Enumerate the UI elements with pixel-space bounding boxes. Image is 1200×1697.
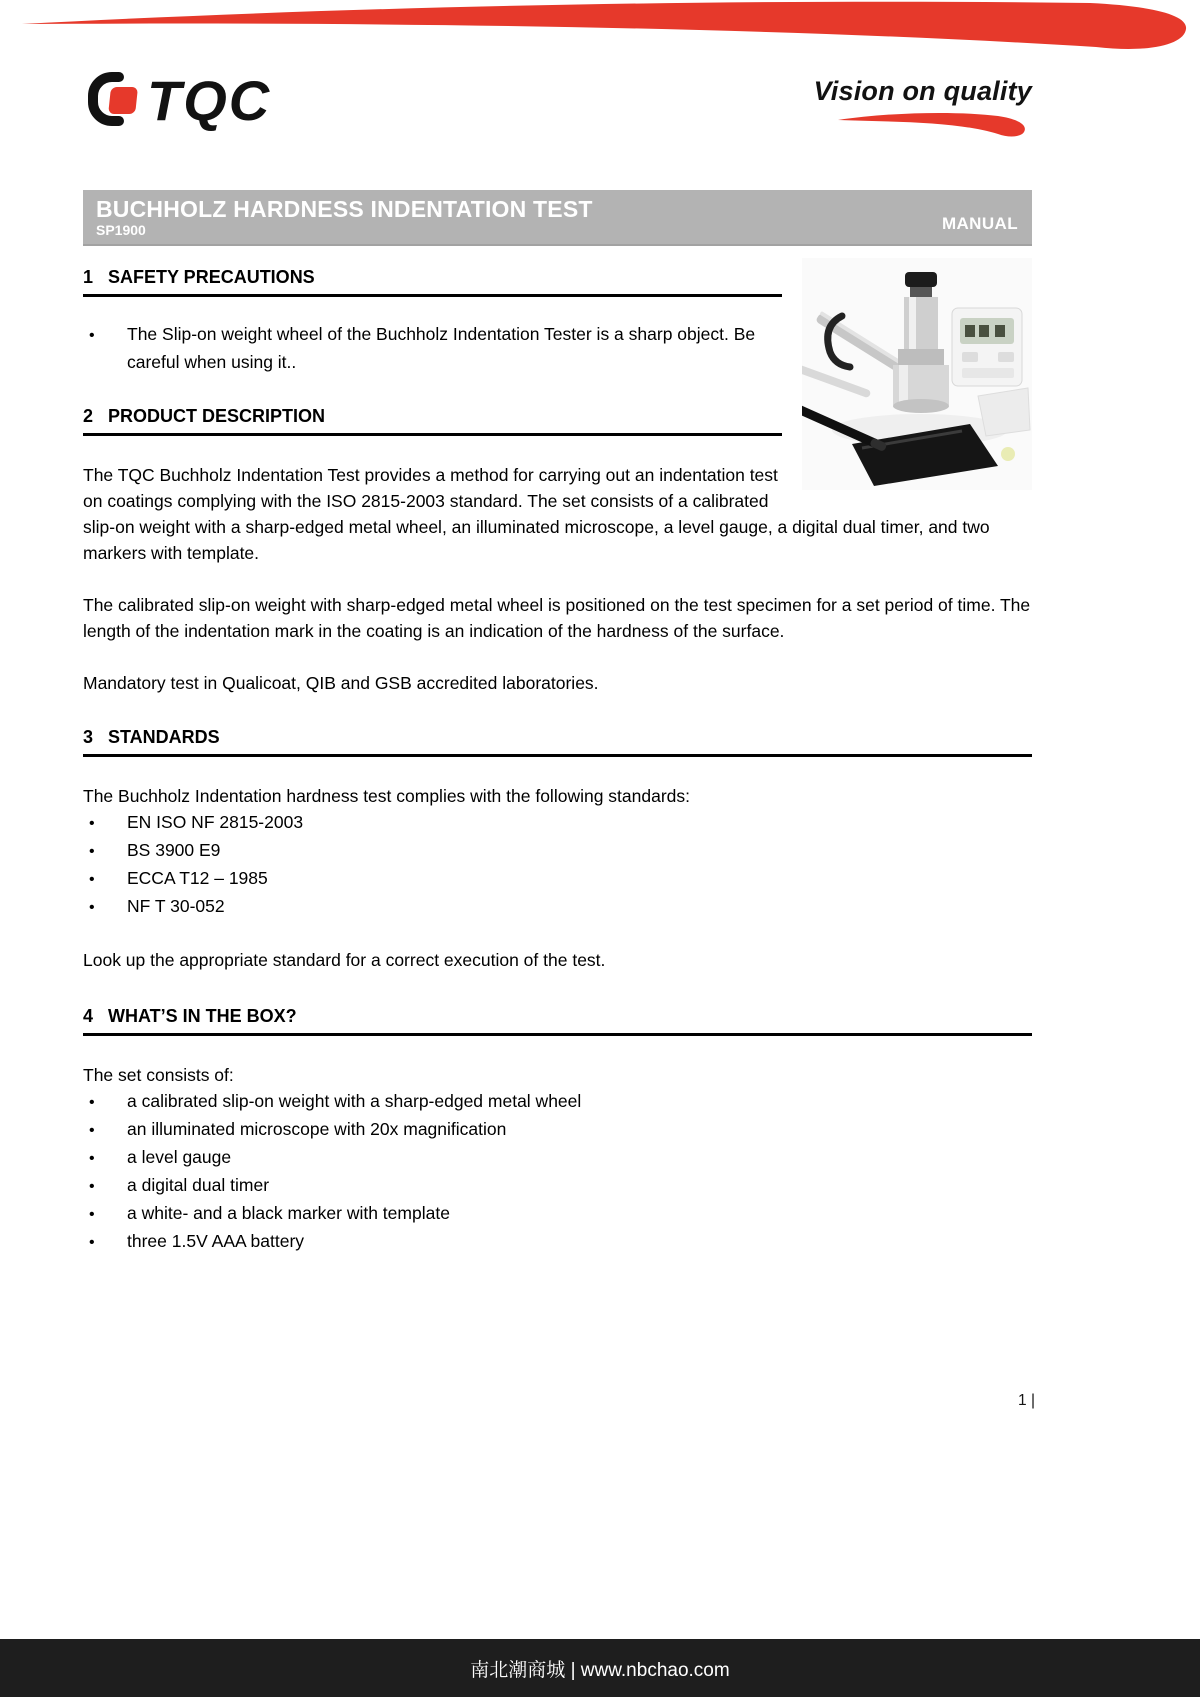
page-number: 1 | bbox=[1018, 1392, 1035, 1409]
manual-badge: MANUAL bbox=[941, 214, 1018, 233]
tagline-text: Vision on quality bbox=[813, 76, 1032, 106]
white-box-icon bbox=[978, 388, 1030, 436]
section-title: PRODUCT DESCRIPTION bbox=[108, 406, 326, 426]
product-photo bbox=[802, 258, 1032, 490]
section-heading-standards bbox=[83, 726, 1032, 757]
section-number: 4 bbox=[83, 1006, 94, 1026]
section-heading-product-description bbox=[83, 405, 782, 436]
section-number: 2 bbox=[83, 406, 94, 426]
product-description-paragraph: The TQC Buchholz Indentation Test provides a method for carrying out an indentation test on coatings complying with the ISO 2815-2003 standard. The set consists of a calibrated slip-on weight with a sharp-edged metal wheel, an illuminated microscope, a level gauge, a digital dual timer, and two markers with template. bbox=[83, 465, 990, 563]
top-red-swoosh bbox=[0, 0, 1200, 58]
standards-list bbox=[83, 809, 1032, 921]
box-contents-list bbox=[83, 1088, 1032, 1256]
section-number: 3 bbox=[83, 727, 94, 747]
brand-row bbox=[83, 68, 1032, 138]
section-title: WHAT’S IN THE BOX? bbox=[108, 1006, 297, 1026]
list-item: • three 1.5V AAA battery bbox=[89, 1228, 1032, 1256]
standards-outro: Look up the appropriate standard for a correct execution of the test. bbox=[83, 950, 606, 970]
standards-intro: The Buchholz Indentation hardness test complies with the following standards: bbox=[83, 786, 691, 806]
tagline-swoosh-icon bbox=[836, 110, 1032, 138]
model-number: SP1900 bbox=[96, 222, 146, 238]
digital-timer-icon bbox=[952, 308, 1022, 386]
footer-site-text: 南北潮商城 | www.nbchao.com bbox=[470, 1659, 730, 1681]
logo-red-square-icon bbox=[108, 87, 138, 114]
list-item: • EN ISO NF 2815-2003 bbox=[89, 809, 1032, 837]
product-description-paragraph: The calibrated slip-on weight with sharp-edged metal wheel is positioned on the test specimen for a set period of time. The length of the indentation mark in the coating is an indication of the hardness of the surface. bbox=[83, 595, 1031, 641]
section-heading-safety bbox=[83, 266, 782, 297]
section-heading-whats-in-box bbox=[83, 1005, 1032, 1036]
box-intro: The set consists of: bbox=[83, 1065, 234, 1085]
list-item: • a white- and a black marker with template bbox=[89, 1200, 1032, 1228]
section-title: SAFETY PRECAUTIONS bbox=[108, 267, 315, 287]
footer-bar bbox=[0, 1639, 1200, 1697]
list-item: • NF T 30-052 bbox=[89, 893, 1032, 921]
title-bar bbox=[83, 190, 1032, 246]
list-item: • BS 3900 E9 bbox=[89, 837, 1032, 865]
section-title: STANDARDS bbox=[108, 727, 220, 747]
list-item: • The Slip-on weight wheel of the Buchholz Indentation Tester is a sharp object. Be careful when using it.. bbox=[89, 321, 1032, 375]
list-item: • an illuminated microscope with 20x magnification bbox=[89, 1116, 1032, 1144]
document-title: BUCHHOLZ HARDNESS INDENTATION TEST bbox=[96, 196, 593, 222]
product-description-paragraph: Mandatory test in Qualicoat, QIB and GSB accredited laboratories. bbox=[83, 673, 599, 693]
level-gauge-ball-icon bbox=[1001, 447, 1015, 461]
content-column bbox=[83, 190, 1032, 1256]
section-number: 1 bbox=[83, 267, 94, 287]
list-item: • a level gauge bbox=[89, 1144, 1032, 1172]
list-item: • ECCA T12 – 1985 bbox=[89, 865, 1032, 893]
logo-text: TQC bbox=[147, 69, 272, 132]
top-swoosh-shape bbox=[22, 2, 1186, 49]
tagline-block bbox=[814, 76, 1032, 138]
list-item: • a calibrated slip-on weight with a sharp-edged metal wheel bbox=[89, 1088, 1032, 1116]
tqc-logo bbox=[83, 68, 343, 137]
list-item: • a digital dual timer bbox=[89, 1172, 1032, 1200]
